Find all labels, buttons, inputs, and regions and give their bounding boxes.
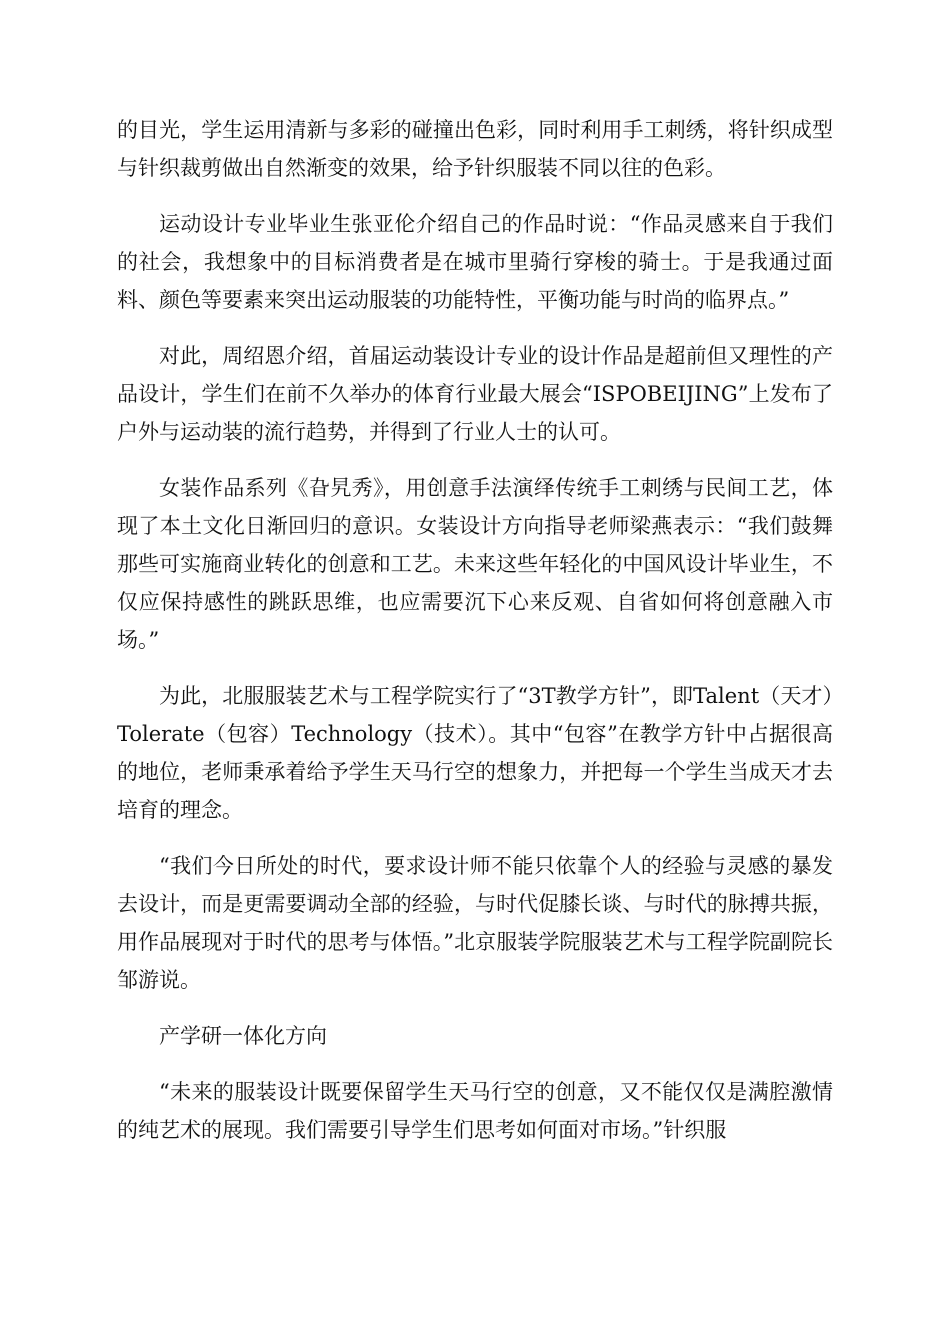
paragraph: “我们今日所处的时代，要求设计师不能只依靠个人的经验与灵感的暴发去设计，而是更需要调动全部的经验，与时代促膝长谈、与时代的脉搏共振，用作品展现对于时代的思考与体悟。”北京服装学院服装艺术与工程学院副院长邹游说。 <box>117 854 833 992</box>
paragraph: 的目光，学生运用清新与多彩的碰撞出色彩，同时利用手工刺绣，将针织成型与针织裁剪做出自然渐变的效果，给予针织服装不同以往的色彩。 <box>117 118 833 180</box>
paragraph: 运动设计专业毕业生张亚伦介绍自己的作品时说：“作品灵感来自于我们的社会，我想象中的目标消费者是在城市里骑行穿梭的骑士。于是我通过面料、颜色等要素来突出运动服装的功能特性，平衡功能与时尚的临界点。” <box>117 212 833 312</box>
paragraph: “未来的服装设计既要保留学生天马行空的创意，又不能仅仅是满腔激情的纯艺术的展现。我们需要引导学生们思考如何面对市场。”针织服 <box>117 1080 833 1142</box>
paragraph: 为此，北服服装艺术与工程学院实行了“3T教学方针”，即Talent（天才）Tolerate（包容）Technology（技术）。其中“包容”在教学方针中占据很高的地位，老师秉承着给予学生天马行空的想象力，并把每一个学生当成天才去培育的理念。 <box>117 684 833 822</box>
section-heading: 产学研一体化方向 <box>159 1024 327 1048</box>
article-body <box>117 111 833 1167</box>
paragraph: 对此，周绍恩介绍，首届运动装设计专业的设计作品是超前但又理性的产品设计，学生们在前不久举办的体育行业最大展会“ISPOBEIJING”上发布了户外与运动装的流行趋势，并得到了行业人士的认可。 <box>117 344 833 444</box>
paragraph: 女装作品系列《旮旯秀》，用创意手法演绎传统手工刺绣与民间工艺，体现了本土文化日渐回归的意识。女装设计方向指导老师梁燕表示：“我们鼓舞那些可实施商业转化的创意和工艺。未来这些年轻化的中国风设计毕业生，不仅应保持感性的跳跃思维，也应需要沉下心来反观、自省如何将创意融入市场。” <box>117 476 833 652</box>
